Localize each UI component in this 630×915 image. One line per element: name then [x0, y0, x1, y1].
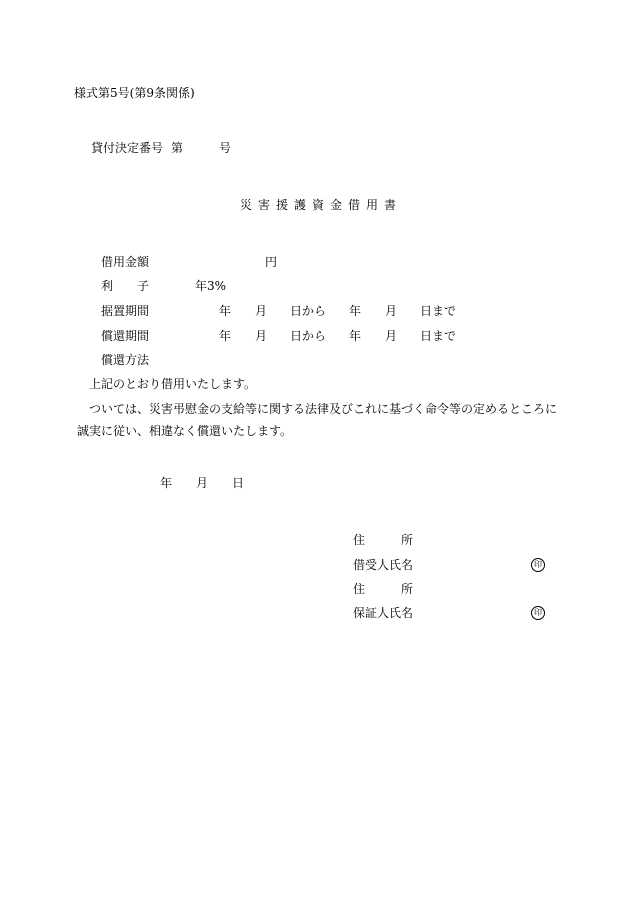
date-year: 年 — [160, 476, 173, 490]
form-number: 様式第5号(第9条関係) — [74, 86, 195, 100]
borrower-seal-icon: 印 — [531, 558, 545, 572]
repayment-day-from: 日から — [290, 329, 327, 343]
interest-label-b: 子 — [137, 279, 150, 293]
deferment-month-to: 月 — [385, 304, 398, 318]
deferment-month-from: 月 — [255, 304, 268, 318]
repayment-month-from: 月 — [255, 329, 268, 343]
amount-label: 借用金額 — [101, 255, 150, 269]
date-month: 月 — [196, 476, 209, 490]
document-title: 災害援護資金借用書 — [240, 198, 403, 212]
guarantor-name-label: 保証人氏名 — [353, 606, 414, 620]
loan-decision-suffix: 号 — [219, 141, 232, 155]
statement-obligation-line1: ついては、災害弔慰金の支給等に関する法律及びこれに基づく命令等の定めるところに — [89, 402, 558, 416]
repayment-month-to: 月 — [385, 329, 398, 343]
repayment-method-label: 償還方法 — [101, 353, 150, 367]
amount-unit: 円 — [265, 255, 278, 269]
guarantor-seal-icon: 印 — [531, 606, 545, 620]
statement-borrowing: 上記のとおり借用いたします。 — [89, 377, 257, 391]
interest-value: 年3% — [195, 279, 227, 293]
statement-obligation-line2: 誠実に従い、相違なく償還いたします。 — [77, 424, 293, 438]
date-day: 日 — [232, 476, 245, 490]
guarantor-address-label-a: 住 — [353, 582, 366, 596]
interest-label-a: 利 — [101, 279, 114, 293]
deferment-year-from: 年 — [219, 304, 232, 318]
loan-decision-label: 貸付決定番号 — [91, 141, 164, 155]
guarantor-address-label-b: 所 — [401, 582, 414, 596]
deferment-label: 据置期間 — [101, 304, 150, 318]
deferment-year-to: 年 — [349, 304, 362, 318]
repayment-day-to: 日まで — [420, 329, 457, 343]
borrower-address-label-b: 所 — [401, 533, 414, 547]
deferment-day-from: 日から — [290, 304, 327, 318]
repayment-period-label: 償還期間 — [101, 329, 150, 343]
loan-decision-prefix: 第 — [171, 141, 184, 155]
deferment-day-to: 日まで — [420, 304, 457, 318]
repayment-year-from: 年 — [219, 329, 232, 343]
borrower-name-label: 借受人氏名 — [353, 558, 414, 572]
repayment-year-to: 年 — [349, 329, 362, 343]
borrower-address-label-a: 住 — [353, 533, 366, 547]
